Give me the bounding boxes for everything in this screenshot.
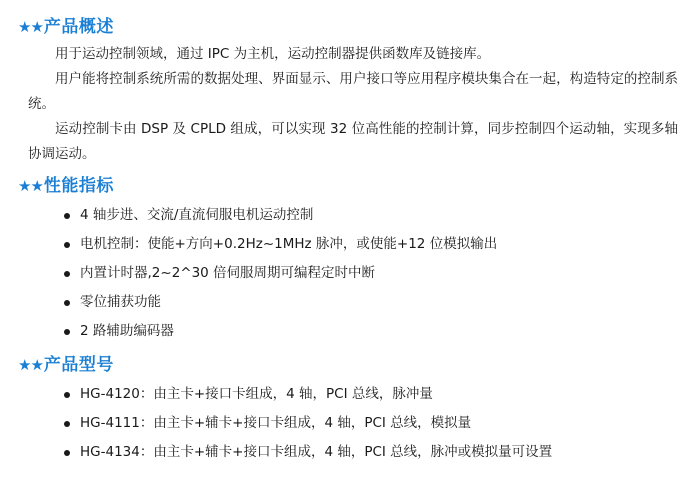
star-decoration-icon: ★★ xyxy=(18,18,43,36)
paragraph: 用户能将控制系统所需的数据处理、界面显示、用户接口等应用程序模块集合在一起，构造特定的控制系统。 xyxy=(28,71,678,112)
section-title: 性能指标 xyxy=(43,176,114,196)
models-list xyxy=(18,380,682,467)
section-models xyxy=(18,352,682,467)
section-title: 产品概述 xyxy=(43,17,114,37)
section-title: 产品型号 xyxy=(43,355,114,375)
section-specifications xyxy=(18,173,682,346)
specifications-list xyxy=(18,201,682,346)
section-overview xyxy=(18,14,682,167)
list-item: HG-4111：由主卡+辅卡+接口卡组成，4 轴，PCI 总线，模拟量 xyxy=(18,409,682,438)
list-item: HG-4134：由主卡+辅卡+接口卡组成，4 轴，PCI 总线，脉冲或模拟量可设置 xyxy=(18,438,682,467)
paragraph: 用于运动控制领域，通过 IPC 为主机，运动控制器提供函数库及链接库。 xyxy=(55,46,491,62)
list-item: 电机控制：使能+方向+0.2Hz~1MHz 脉冲，或使能+12 位模拟输出 xyxy=(18,230,682,259)
star-decoration-icon: ★★ xyxy=(18,177,43,195)
paragraph: 运动控制卡由 DSP 及 CPLD 组成，可以实现 32 位高性能的控制计算，同步控制四个运动轴，实现多轴协调运动。 xyxy=(28,121,678,162)
section-heading-specifications xyxy=(18,173,682,199)
star-decoration-icon: ★★ xyxy=(18,356,43,374)
section-heading-overview xyxy=(18,14,682,40)
list-item: 4 轴步进、交流/直流伺服电机运动控制 xyxy=(18,201,682,230)
list-item: 内置计时器,2~2^30 倍伺服周期可编程定时中断 xyxy=(18,259,682,288)
list-item: 2 路辅助编码器 xyxy=(18,317,682,346)
section-heading-models xyxy=(18,352,682,378)
list-item: 零位捕获功能 xyxy=(18,288,682,317)
list-item: HG-4120：由主卡+接口卡组成，4 轴，PCI 总线，脉冲量 xyxy=(18,380,682,409)
